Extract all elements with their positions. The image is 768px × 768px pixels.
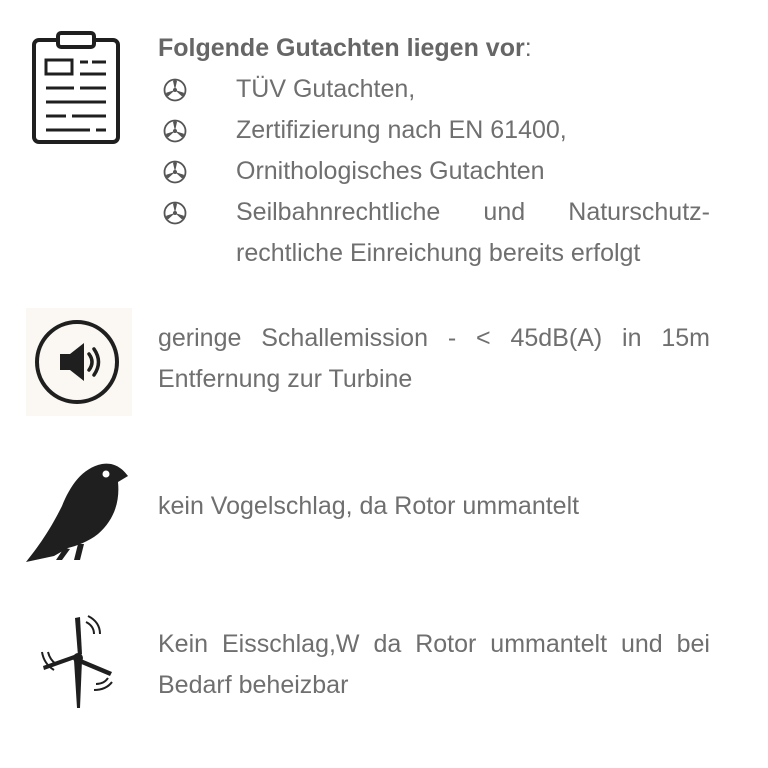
reports-list-item-text: Ornithologisches Gutachten xyxy=(236,157,545,185)
reports-list-item xyxy=(158,69,710,110)
reports-list-item xyxy=(158,110,710,151)
noise-text: geringe Schallemission - < 45dB(A) in 15m Entfernung zur Turbine xyxy=(158,324,710,393)
reports-text xyxy=(158,28,710,274)
speaker-volume-icon xyxy=(26,308,132,416)
reports-list-item-text: Seilbahnrechtliche und Naturschutz-rechtliche Einreichung bereits erfolgt xyxy=(236,198,710,267)
reports-list-item-text: Zertifizierung nach EN 61400, xyxy=(236,116,567,144)
ice-text: Kein Eisschlag,W da Rotor ummantelt und bei Bedarf beheizbar xyxy=(158,630,710,699)
reports-list-item xyxy=(158,192,710,274)
wind-turbine-rotor-icon xyxy=(162,200,188,226)
reports-list-item-text: TÜV Gutachten, xyxy=(236,75,416,103)
clipboard-document-icon xyxy=(30,30,122,146)
reports-list-item xyxy=(158,151,710,192)
wind-turbine-rotor-icon xyxy=(162,159,188,185)
bird-text: kein Vogelschlag, da Rotor ummantelt xyxy=(158,492,580,520)
reports-heading: Folgende Gutachten liegen vor: xyxy=(158,34,532,62)
bird-icon xyxy=(24,456,132,566)
wind-turbine-heating-icon xyxy=(38,612,118,712)
wind-turbine-rotor-icon xyxy=(162,77,188,103)
wind-turbine-rotor-icon xyxy=(162,118,188,144)
reports-list xyxy=(158,69,710,274)
